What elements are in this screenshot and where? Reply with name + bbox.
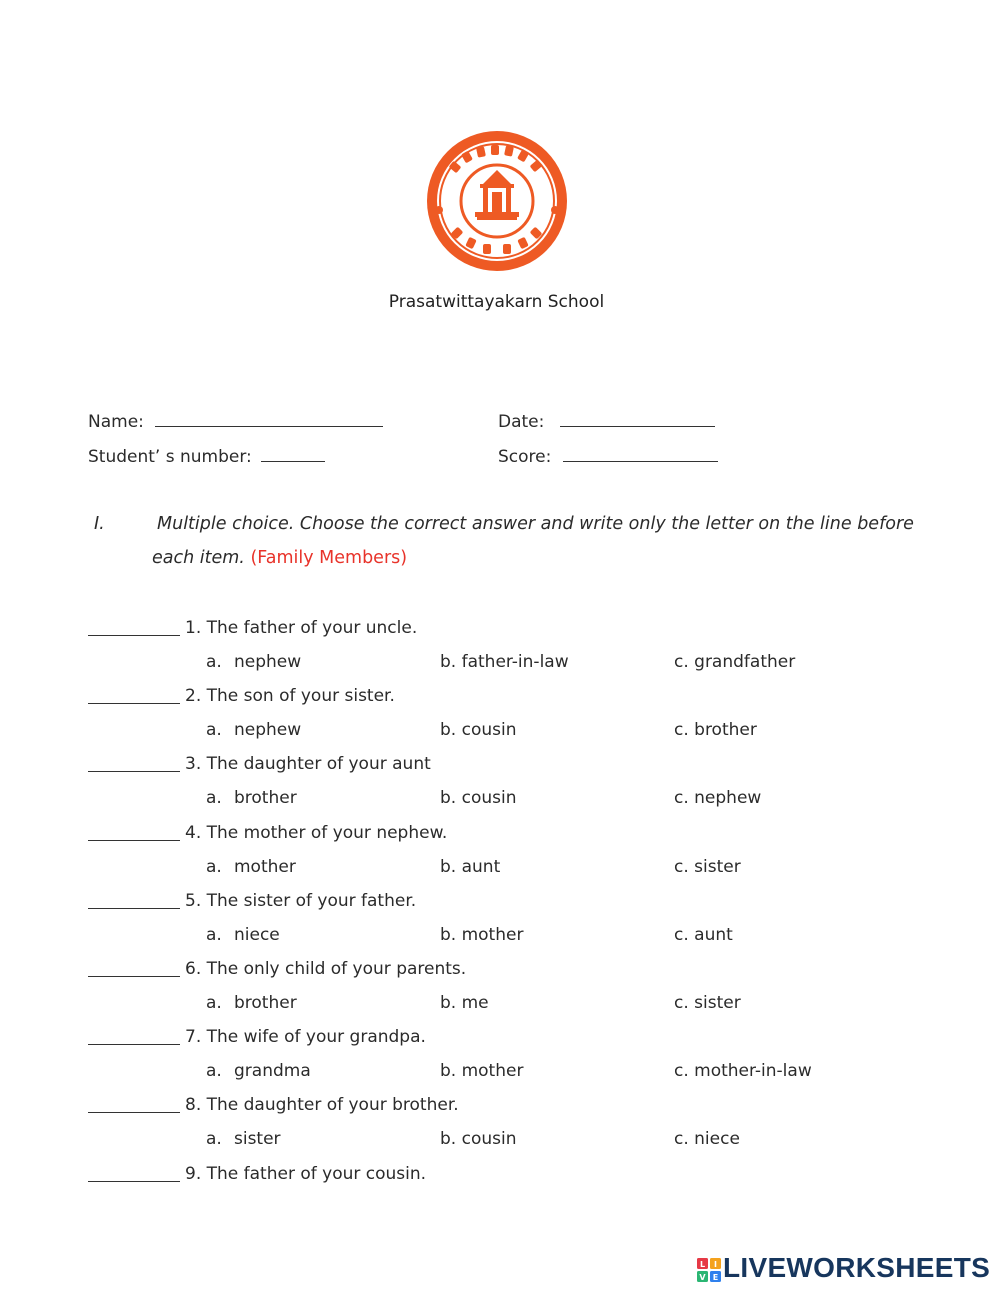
option-a: niece	[234, 924, 280, 945]
date-input-line[interactable]	[560, 412, 715, 427]
option-c: c. niece	[674, 1129, 740, 1150]
option-c: c. mother-in-law	[674, 1061, 812, 1082]
answer-blank-line[interactable]	[88, 771, 180, 772]
option-a-letter: a.	[206, 924, 222, 945]
option-c: c. nephew	[674, 788, 762, 809]
option-a: brother	[234, 993, 297, 1013]
option-a: brother	[234, 788, 297, 809]
question-text: 3. The daughter of your aunt	[185, 754, 431, 775]
question-text: 9. The father of your cousin.	[185, 1163, 427, 1184]
question-text: 4. The mother of your nephew.	[185, 822, 448, 843]
score-input-line[interactable]	[563, 447, 718, 462]
option-a: grandma	[234, 1061, 311, 1082]
score-label: Score:	[498, 447, 552, 467]
answer-blank-line[interactable]	[88, 703, 180, 704]
option-c: c. aunt	[674, 924, 733, 945]
option-b: b. aunt	[440, 856, 501, 877]
answer-blank-line[interactable]	[88, 1181, 180, 1182]
badge-letter: I	[714, 1260, 717, 1269]
option-a-letter: a.	[206, 788, 222, 809]
badge-letter: V	[699, 1273, 706, 1282]
school-name: Prasatwittayakarn School	[388, 292, 605, 312]
option-c: c. grandfather	[674, 652, 796, 672]
option-a: nephew	[234, 652, 302, 672]
option-a-letter: a.	[206, 1129, 222, 1150]
question-text: 1. The father of your uncle.	[185, 618, 418, 638]
option-c: c. sister	[674, 993, 741, 1013]
option-a: sister	[234, 1129, 281, 1150]
option-a-letter: a.	[206, 1061, 222, 1082]
question-text: 2. The son of your sister.	[185, 686, 395, 707]
option-b: b. cousin	[440, 1129, 517, 1150]
option-a: nephew	[234, 720, 302, 741]
name-input-line[interactable]	[155, 412, 383, 427]
option-b: b. father-in-law	[440, 652, 569, 672]
answer-blank-line[interactable]	[88, 1112, 180, 1113]
section-number: I.	[94, 514, 105, 534]
date-label: Date:	[498, 412, 545, 432]
section-topic: (Family Members)	[250, 548, 408, 568]
badge-letter: E	[712, 1273, 719, 1282]
school-logo	[417, 128, 577, 274]
section-instruction-line2	[152, 548, 407, 568]
option-a-letter: a.	[206, 993, 222, 1013]
answer-blank-line[interactable]	[88, 908, 180, 909]
date-field-row	[498, 412, 715, 432]
section-instruction-line1: Multiple choice. Choose the correct answer and write only the letter on the line before	[157, 514, 914, 534]
option-c: c. sister	[674, 856, 741, 877]
option-b: b. cousin	[440, 720, 517, 741]
answer-blank-line[interactable]	[88, 635, 180, 636]
student-number-input-line[interactable]	[261, 447, 325, 462]
answer-blank-line[interactable]	[88, 1044, 180, 1045]
liveworksheets-wordmark: LIVEWORKSHEETS	[723, 1252, 991, 1283]
answer-blank-line[interactable]	[88, 976, 180, 977]
liveworksheets-logo-icon	[697, 1258, 721, 1282]
option-a-letter: a.	[206, 720, 222, 741]
option-c: c. brother	[674, 720, 757, 741]
question-text: 6. The only child of your parents.	[185, 959, 467, 979]
question-text: 8. The daughter of your brother.	[185, 1095, 459, 1116]
badge-letter: L	[699, 1260, 706, 1269]
option-b: b. mother	[440, 924, 524, 945]
option-b: b. me	[440, 993, 489, 1013]
instruction-end: each item.	[152, 548, 245, 568]
option-a: mother	[234, 856, 296, 877]
score-field-row	[498, 447, 718, 467]
option-a-letter: a.	[206, 856, 222, 877]
question-text: 7. The wife of your grandpa.	[185, 1027, 426, 1048]
option-b: b. mother	[440, 1061, 524, 1082]
answer-blank-line[interactable]	[88, 840, 180, 841]
student-number-field-row	[88, 447, 325, 467]
name-field-row	[88, 412, 383, 432]
option-b: b. cousin	[440, 788, 517, 809]
option-a-letter: a.	[206, 652, 222, 672]
student-number-label: Student’ s number:	[88, 447, 252, 467]
question-text: 5. The sister of your father.	[185, 890, 417, 911]
name-label: Name:	[88, 412, 144, 432]
